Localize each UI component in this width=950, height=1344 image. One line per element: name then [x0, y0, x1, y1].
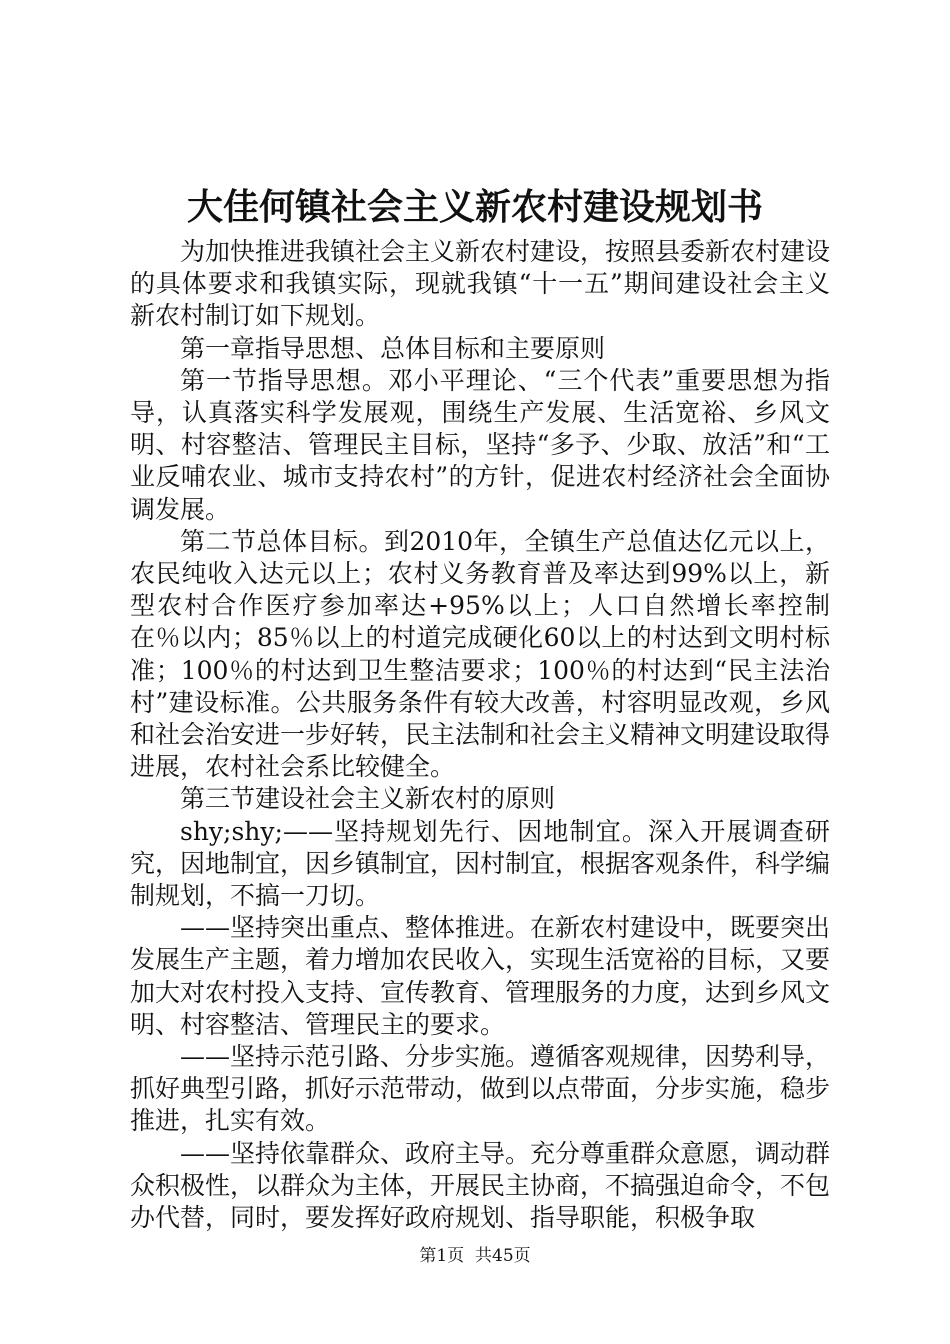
- principle-3: ——坚持示范引路、分步实施。遵循客观规律，因势利导，抓好典型引路，抓好示范带动，做到以点带面，分步实施，稳步推进，扎实有效。: [130, 1042, 831, 1136]
- section-3-heading: 第三节建设社会主义新农村的原则: [180, 784, 556, 814]
- principle-2: ——坚持突出重点、整体推进。在新农村建设中，既要突出发展生产主题，着力增加农民收入，实现生活宽裕的目标，又要加大对农村投入支持、宣传教育、管理服务的力度，达到乡风文明、村容整洁、管理民主的要求。: [130, 913, 831, 1039]
- page-footer: [0, 1244, 950, 1268]
- paragraph-section-2: 第二节总体目标。到2010年，全镇生产总值达亿元以上，农民纯收入达元以上；农村义务教育普及率达到99%以上，新型农村合作医疗参加率达+95%以上；人口自然增长率控制在％以内；85％以上的村道完成硬化60以上的村达到文明村标准；100％的村达到卫生整洁要求；100％的村达到“民主法治村”建设标准。公共服务条件有较大改善，村容明显改观，乡风和社会治安进一步好转，民主法制和社会主义精神文明建设取得进展，农村社会系比较健全。: [130, 526, 831, 782]
- paragraph-section-1: 第一节指导思想。邓小平理论、“三个代表”重要思想为指导，认真落实科学发展观，围绕生产发展、生活宽裕、乡风文明、村容整洁、管理民主目标，坚持“多予、少取、放活”和“工业反哺农业、城市支持农村”的方针，促进农村经济社会全面协调发展。: [130, 365, 830, 524]
- document-title: 大佳何镇社会主义新农村建设规划书: [186, 186, 763, 228]
- paragraph-intro: 为加快推进我镇社会主义新农村建设，按照县委新农村建设的具体要求和我镇实际，现就我镇“十一五”期间建设社会主义新农村制订如下规划。: [130, 237, 831, 331]
- document-body: [130, 236, 830, 1234]
- page-number: 第1页: [419, 1246, 465, 1266]
- page-total: 共45页: [475, 1246, 531, 1266]
- principle-4: ——坚持依靠群众、政府主导。充分尊重群众意愿，调动群众积极性，以群众为主体，开展民主协商，不搞强迫命令，不包办代替，同时，要发挥好政府规划、指导职能，积极争取: [130, 1138, 831, 1233]
- chapter-heading: 第一章指导思想、总体目标和主要原则: [180, 333, 606, 363]
- principle-1: shy;shy;——坚持规划先行、因地制宜。深入开展调查研究，因地制宜，因乡镇制宜，因村制宜，根据客观条件，科学编制规划，不搞一刀切。: [130, 816, 831, 911]
